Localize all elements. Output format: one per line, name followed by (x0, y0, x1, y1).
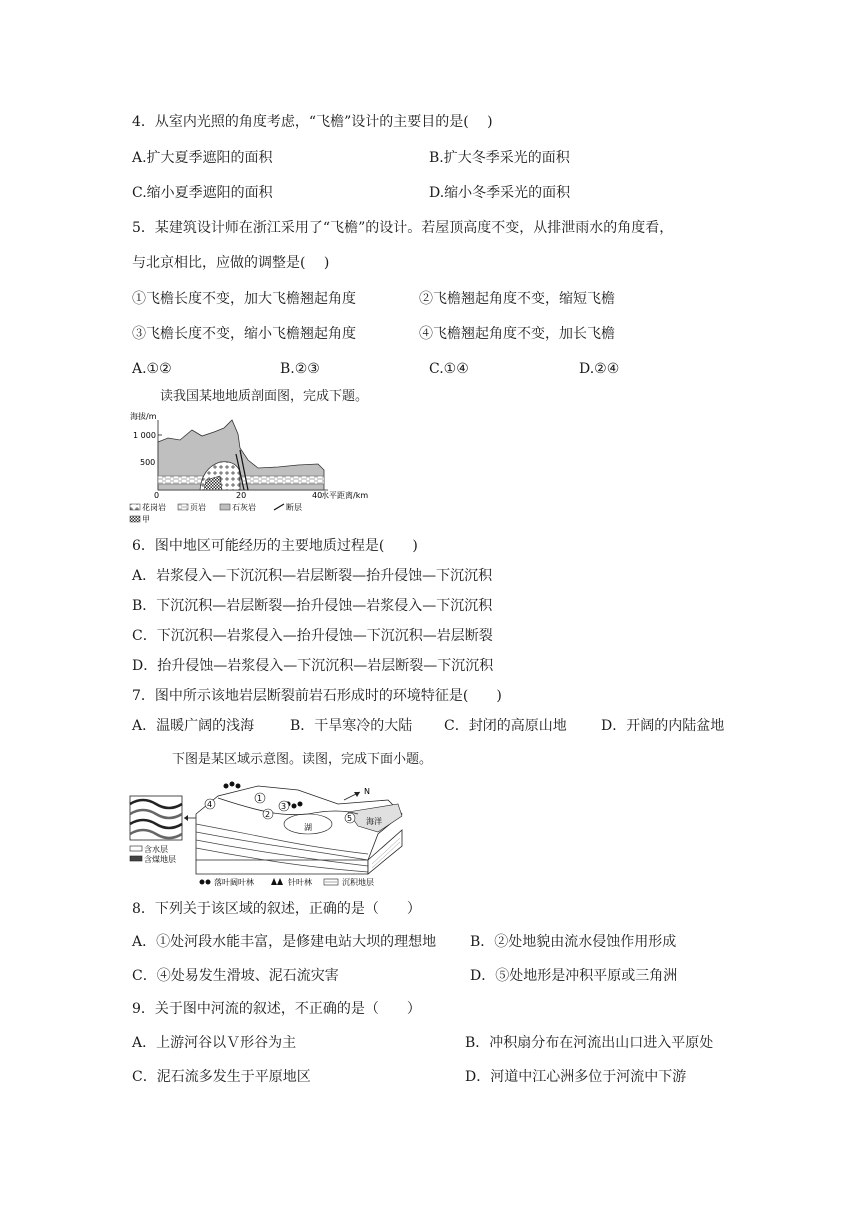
q8-stem: 8．下列关于该区域的叙述，正确的是（ ） (132, 901, 421, 917)
q7-option-c: C．封闭的高原山地 (444, 718, 567, 734)
q5-statement-4: ④飞檐翘起角度不变，加长飞檐 (419, 326, 615, 342)
x-tick-40: 40 (312, 491, 323, 500)
legend-shale: 页岩 (190, 503, 206, 512)
ocean-label: 海洋 (366, 817, 382, 826)
y-tick-500: 500 (140, 458, 156, 467)
q4-option-b: B.扩大冬季采光的面积 (429, 150, 570, 166)
svg-text:5: 5 (347, 814, 353, 823)
legend-coal-strata: 含煤地层 (144, 855, 176, 864)
q6-option-d: D．抬升侵蚀—岩浆侵入—下沉沉积—岩层断裂—下沉沉积 (132, 658, 494, 674)
q6-stem: 6．图中地区可能经历的主要地质过程是( ) (132, 538, 418, 554)
q9-option-d: D．河道中江心洲多位于河流中下游 (465, 1069, 687, 1085)
q9-option-b: B．冲积扇分布在河流出山口进入平原处 (465, 1035, 714, 1051)
legend-fault: 断层 (286, 503, 302, 512)
legend-jia: 甲 (142, 515, 150, 524)
y-axis-label: 海拔/m (130, 412, 157, 421)
legend-aquifer: 含水层 (144, 845, 168, 854)
q5-option-c: C.①④ (429, 361, 469, 377)
q5-stem-line2: 与北京相比，应做的调整是( ) (132, 255, 330, 271)
north-label: N (364, 787, 370, 796)
q5-statement-3: ③飞檐长度不变，缩小飞檐翘起角度 (132, 326, 356, 342)
y-tick-1000: 1 000 (133, 431, 156, 440)
q7-option-d: D．开阔的内陆盆地 (601, 718, 725, 734)
lake-label: 湖 (304, 823, 312, 832)
x-tick-0: 0 (154, 491, 160, 500)
q4-option-c: C.缩小夏季遮阳的面积 (132, 185, 273, 201)
svg-text:4: 4 (207, 800, 213, 809)
q9-stem: 9．关于图中河流的叙述，不正确的是（ ） (132, 1001, 421, 1017)
q4-option-d: D.缩小冬季采光的面积 (429, 185, 571, 201)
legend-conifer-forest: 针叶林 (288, 878, 312, 887)
q8-option-c: C．④处易发生滑坡、泥石流灾害 (132, 968, 339, 984)
q5-stem-line1: 5．某建筑设计师在浙江采用了“飞檐”的设计。若屋顶高度不变，从排泄雨水的角度看， (132, 220, 674, 236)
q5-option-a: A.①② (132, 361, 172, 377)
q6-option-c: C．下沉沉积—岩浆侵入—抬升侵蚀—下沉沉积—岩层断裂 (132, 628, 493, 644)
q5-statement-2: ②飞檐翘起角度不变，缩短飞檐 (419, 291, 615, 307)
q4-stem: 4．从室内光照的角度考虑，“飞檐”设计的主要目的是( ) (132, 114, 493, 130)
q5-statement-1: ①飞檐长度不变，加大飞檐翘起角度 (132, 291, 356, 307)
q9-option-c: C．泥石流多发生于平原地区 (132, 1069, 311, 1085)
q8-option-d: D．⑤处地形是冲积平原或三角洲 (470, 968, 678, 984)
q7-stem: 7．图中所示该地岩层断裂前岩石形成时的环境特征是( ) (132, 688, 502, 704)
intro-geologic-section: 读我国某地地质剖面图，完成下题。 (160, 389, 369, 404)
legend-granite: 花岗岩 (142, 503, 166, 512)
q6-option-a: A．岩浆侵入—下沉沉积—岩层断裂—抬升侵蚀—下沉沉积 (132, 568, 493, 584)
legend-sediment-strata: 沉积地层 (342, 878, 374, 887)
q4-option-a: A.扩大夏季遮阳的面积 (132, 150, 273, 166)
legend-limestone: 石灰岩 (232, 503, 256, 512)
svg-text:2: 2 (265, 810, 271, 819)
geologic-section-figure (128, 410, 388, 528)
q8-option-b: B．②处地貌由流水侵蚀作用形成 (470, 934, 677, 950)
q8-option-a: A．①处河段水能丰富，是修建电站大坝的理想地 (132, 934, 437, 950)
q5-option-b: B.②③ (280, 361, 320, 377)
x-axis-label: 水平距离/km (321, 491, 369, 500)
regional-block-diagram (128, 774, 420, 890)
q5-option-d: D.②④ (579, 361, 620, 377)
q6-option-b: B．下沉沉积—岩层断裂—抬升侵蚀—岩浆侵入—下沉沉积 (132, 598, 493, 614)
x-tick-20: 20 (236, 491, 247, 500)
q7-option-a: A．温暖广阔的浅海 (132, 718, 255, 734)
intro-regional-map: 下图是某区域示意图。读图，完成下面小题。 (172, 752, 433, 767)
legend-deciduous-forest: 落叶阔叶林 (214, 878, 254, 887)
svg-text:1: 1 (257, 794, 263, 803)
q9-option-a: A．上游河谷以Ｖ形谷为主 (132, 1035, 297, 1051)
q7-option-b: B．干旱寒冷的大陆 (290, 718, 413, 734)
svg-text:3: 3 (281, 802, 287, 811)
